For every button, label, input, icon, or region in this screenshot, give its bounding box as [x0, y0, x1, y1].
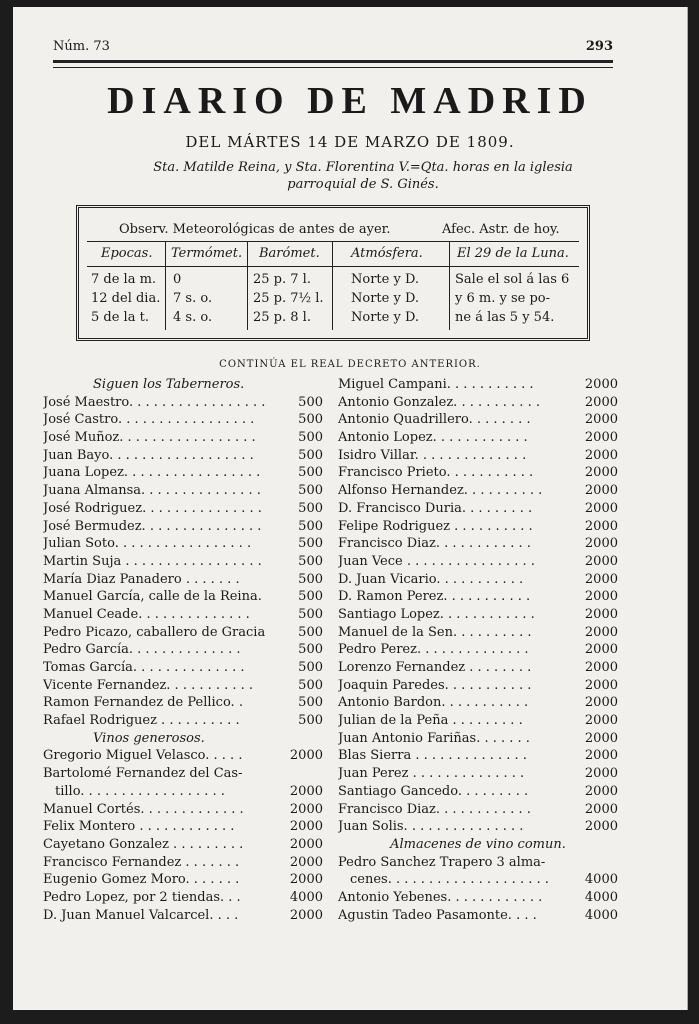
entry-amount: 2000 — [584, 624, 618, 640]
entry-name: Alfonso Hernandez. . . . . . . . . . — [338, 483, 543, 499]
list-item — [338, 588, 618, 606]
entry-amount: 500 — [298, 483, 323, 499]
list-item — [43, 641, 323, 659]
entry-amount: 500 — [298, 695, 323, 711]
entry-name: Blas Sierra . . . . . . . . . . . . . . — [338, 748, 527, 764]
entry-amount: 2000 — [584, 483, 618, 499]
entry-name: Manuel de la Sen. . . . . . . . . . — [338, 624, 532, 640]
list-item — [43, 836, 323, 854]
entry-name: Vicente Fernandez. . . . . . . . . . . — [43, 677, 254, 693]
list-item — [43, 677, 323, 695]
entry-amount: 4000 — [584, 872, 618, 888]
list-item — [43, 394, 323, 412]
entry-name: José Castro. . . . . . . . . . . . . . . . . — [43, 412, 255, 428]
entry-amount: 2000 — [584, 801, 618, 817]
entry-amount: 2000 — [289, 748, 323, 764]
entry-name: Felipe Rodriguez . . . . . . . . . . — [338, 518, 533, 534]
list-item — [338, 747, 618, 765]
entry-amount: 500 — [298, 624, 323, 640]
list-item — [338, 518, 618, 536]
entry-amount: 2000 — [584, 430, 618, 446]
entry-name: Eugenio Gomez Moro. . . . . . . — [43, 872, 240, 888]
entry-amount: 2000 — [584, 660, 618, 675]
meteo-divider — [449, 242, 450, 330]
list-item — [43, 871, 323, 889]
entry-name: Julian Soto. . . . . . . . . . . . . . . . . — [43, 536, 252, 552]
masthead-title: DIARIO DE MADRID — [107, 80, 593, 122]
entry-name: tillo. . . . . . . . . . . . . . . . . . — [55, 783, 225, 799]
entry-name: Bartolomé Fernandez del Cas- — [43, 766, 243, 782]
list-subheading — [43, 376, 323, 394]
entry-name: Miguel Campani. . . . . . . . . . . — [338, 377, 534, 392]
list-item — [43, 783, 323, 801]
list-item — [338, 730, 618, 748]
entry-amount: 2000 — [584, 589, 618, 605]
list-item — [43, 818, 323, 836]
entry-amount: 2000 — [584, 571, 618, 587]
entry-amount: 2000 — [584, 766, 618, 782]
list-item — [338, 712, 618, 730]
list-item — [43, 889, 323, 907]
entry-name: Francisco Diaz. . . . . . . . . . . . — [338, 801, 531, 817]
entry-amount: 500 — [298, 412, 323, 428]
entry-amount: 500 — [298, 713, 323, 729]
col-atmosfera: Atmósfera. — [351, 246, 423, 261]
entry-name: Pedro Perez. . . . . . . . . . . . . . — [338, 642, 529, 658]
entry-amount: 500 — [298, 553, 323, 569]
col-luna: El 29 de la Luna. — [457, 246, 569, 261]
list-item — [43, 411, 323, 429]
entry-amount: 4000 — [584, 907, 618, 923]
list-item — [338, 907, 618, 925]
list-item — [43, 482, 323, 500]
entry-name: Manuel García, calle de la Reina. — [43, 589, 262, 605]
entry-amount: 500 — [298, 447, 323, 463]
list-item — [43, 712, 323, 730]
list-item — [338, 818, 618, 836]
col-epocas: Epocas. — [101, 246, 153, 261]
entry-name: José Muñoz. . . . . . . . . . . . . . . . . — [43, 430, 256, 446]
entry-amount: 2000 — [289, 854, 323, 870]
entry-amount: 2000 — [289, 819, 323, 835]
entry-amount: 500 — [298, 394, 323, 410]
entry-amount: 2000 — [289, 783, 323, 799]
entry-name: Antonio Lopez. . . . . . . . . . . . — [338, 430, 528, 446]
meteo-atmosfera: Norte y D. Norte y D. Norte y D. — [351, 272, 420, 325]
list-item — [43, 606, 323, 624]
entry-name: Antonio Yebenes. . . . . . . . . . . . — [338, 889, 543, 905]
saints-line: Sta. Matilde Reina, y Sta. Florentina V.=Qta. horas en la iglesia parroquial de S. Ginés. — [153, 160, 573, 192]
entry-amount: 2000 — [584, 447, 618, 463]
entry-amount: 2000 — [584, 642, 618, 658]
entry-name: Francisco Prieto. . . . . . . . . . . — [338, 465, 534, 481]
list-item — [43, 429, 323, 447]
entry-name: Almacenes de vino comun. — [390, 836, 566, 852]
entry-amount: 2000 — [584, 465, 618, 481]
entry-amount: 2000 — [584, 518, 618, 534]
list-item — [338, 765, 618, 783]
entry-amount: 500 — [298, 606, 323, 622]
entry-name: Pedro García. . . . . . . . . . . . . . — [43, 642, 241, 658]
entry-name: José Maestro. . . . . . . . . . . . . . . . . — [43, 394, 266, 410]
entry-name: Felix Montero . . . . . . . . . . . . — [43, 819, 235, 835]
entry-name: Santiago Gancedo. . . . . . . . . — [338, 783, 529, 799]
entry-name: Ramon Fernandez de Pellico. . — [43, 695, 243, 711]
entry-amount: 2000 — [584, 819, 618, 835]
list-item — [338, 889, 618, 907]
meteo-luna: Sale el sol á las 6 y 6 m. y se po- ne á las 5 y 54. — [455, 272, 570, 325]
list-item — [338, 659, 618, 677]
entry-amount: 500 — [298, 500, 323, 516]
entry-name: José Bermudez. . . . . . . . . . . . . . . — [43, 518, 262, 534]
list-item — [338, 571, 618, 589]
header-rule-thin — [53, 67, 613, 68]
entry-amount: 2000 — [584, 730, 618, 746]
meteo-divider — [247, 242, 248, 330]
entry-amount: 4000 — [584, 889, 618, 905]
entry-name: Antonio Quadrillero. . . . . . . . — [338, 412, 531, 428]
meteo-barometro: 25 p. 7 l. 25 p. 7½ l. 25 p. 8 l. — [253, 272, 324, 325]
entry-name: Francisco Diaz. . . . . . . . . . . . — [338, 536, 531, 552]
entry-amount: 500 — [298, 571, 323, 587]
entry-amount: 500 — [298, 430, 323, 446]
entry-name: Juan Antonio Fariñas. . . . . . . — [338, 730, 530, 746]
entry-amount: 2000 — [584, 748, 618, 764]
entry-amount: 500 — [298, 642, 323, 658]
entry-name: Pedro Sanchez Trapero 3 alma- — [338, 854, 546, 870]
list-item — [43, 500, 323, 518]
list-item — [338, 464, 618, 482]
list-item — [43, 659, 323, 677]
meteorological-table — [76, 205, 590, 341]
list-subheading — [338, 836, 618, 854]
entry-name: Antonio Bardon. . . . . . . . . . . — [338, 695, 529, 711]
entry-name: Manuel Cortés. . . . . . . . . . . . . — [43, 801, 244, 817]
entry-name: Juana Almansa. . . . . . . . . . . . . . . — [43, 483, 261, 499]
entry-name: José Rodriguez. . . . . . . . . . . . . . . — [43, 500, 262, 516]
list-item — [43, 907, 323, 925]
issue-number: Núm. 73 — [53, 39, 110, 54]
col-barometro: Barómet. — [259, 246, 320, 261]
entry-name: Pedro Picazo, caballero de Gracia — [43, 624, 266, 640]
entry-amount: 2000 — [584, 677, 618, 693]
list-item — [338, 694, 618, 712]
entry-name: María Diaz Panadero . . . . . . . — [43, 571, 240, 587]
col-termometro: Termómet. — [171, 246, 243, 261]
entry-amount: 2000 — [584, 695, 618, 711]
entry-name: cenes. . . . . . . . . . . . . . . . . . . . — [350, 872, 549, 888]
entry-name: Manuel Ceade. . . . . . . . . . . . . . — [43, 606, 250, 622]
left-column-list — [43, 376, 323, 924]
meteo-divider — [332, 242, 333, 330]
entry-name: Santiago Lopez. . . . . . . . . . . . — [338, 606, 535, 622]
list-item — [43, 801, 323, 819]
list-item — [338, 376, 618, 394]
entry-amount: 2000 — [584, 500, 618, 516]
list-item — [43, 588, 323, 606]
list-item — [338, 482, 618, 500]
list-item — [43, 447, 323, 465]
meteo-rule — [87, 266, 579, 267]
entry-name: Antonio Gonzalez. . . . . . . . . . . — [338, 394, 540, 410]
list-item — [338, 871, 618, 889]
entry-amount: 2000 — [584, 606, 618, 622]
entry-name: Tomas García. . . . . . . . . . . . . . — [43, 660, 245, 675]
list-subheading — [43, 730, 323, 748]
entry-amount: 2000 — [289, 801, 323, 817]
meteo-heading-right: Afec. Astr. de hoy. — [442, 222, 560, 237]
entry-amount: 500 — [298, 518, 323, 534]
entry-amount: 2000 — [584, 536, 618, 552]
entry-amount: 500 — [298, 677, 323, 693]
entry-name: Juan Solis. . . . . . . . . . . . . . . — [338, 819, 524, 835]
entry-amount: 500 — [298, 589, 323, 605]
list-item — [338, 801, 618, 819]
right-column-list — [338, 376, 618, 924]
entry-name: Gregorio Miguel Velasco. . . . . — [43, 748, 243, 764]
entry-name: Vinos generosos. — [93, 730, 205, 746]
entry-amount: 2000 — [289, 872, 323, 888]
list-item — [43, 694, 323, 712]
list-item — [43, 765, 323, 783]
list-item — [43, 518, 323, 536]
list-item — [43, 624, 323, 642]
meteo-divider — [165, 242, 166, 330]
list-item — [338, 553, 618, 571]
entry-amount: 4000 — [289, 889, 323, 905]
header-rule — [53, 60, 613, 63]
entry-name: Joaquin Paredes. . . . . . . . . . . — [338, 677, 532, 693]
page-number: 293 — [585, 39, 613, 54]
list-item — [338, 624, 618, 642]
list-item — [43, 747, 323, 765]
entry-name: Juana Lopez. . . . . . . . . . . . . . . . . — [43, 465, 261, 481]
list-item — [338, 854, 618, 872]
section-heading: CONTINÚA EL REAL DECRETO ANTERIOR. — [219, 359, 481, 370]
entry-name: Juan Perez . . . . . . . . . . . . . . — [338, 766, 525, 782]
list-item — [43, 553, 323, 571]
list-item — [338, 641, 618, 659]
entry-amount: 2000 — [289, 907, 323, 923]
meteo-termometro: 0 7 s. o. 4 s. o. — [173, 272, 213, 325]
list-item — [43, 854, 323, 872]
meteo-heading-left: Observ. Meteorológicas de antes de ayer. — [119, 222, 391, 237]
entry-name: Juan Bayo. . . . . . . . . . . . . . . . . . — [43, 447, 254, 463]
entry-name: Lorenzo Fernandez . . . . . . . . — [338, 660, 532, 675]
entry-name: Francisco Fernandez . . . . . . . — [43, 854, 240, 870]
entry-amount: 500 — [298, 465, 323, 481]
entry-amount: 2000 — [584, 713, 618, 729]
list-item — [338, 447, 618, 465]
entry-name: Juan Vece . . . . . . . . . . . . . . . . — [338, 553, 535, 569]
entry-amount: 500 — [298, 536, 323, 552]
entry-name: Siguen los Taberneros. — [93, 377, 245, 392]
list-item — [338, 429, 618, 447]
entry-amount: 500 — [298, 660, 323, 675]
entry-amount: 2000 — [584, 412, 618, 428]
entry-amount: 2000 — [584, 783, 618, 799]
meteo-epocas: 7 de la m. 12 del dia. 5 de la t. — [91, 272, 161, 325]
entry-name: Cayetano Gonzalez . . . . . . . . . — [43, 836, 244, 852]
entry-name: D. Francisco Duria. . . . . . . . . — [338, 500, 533, 516]
entry-name: Rafael Rodriguez . . . . . . . . . . — [43, 713, 240, 729]
list-item — [338, 677, 618, 695]
meteo-rule — [87, 241, 579, 242]
entry-amount: 2000 — [289, 836, 323, 852]
list-item — [43, 571, 323, 589]
list-item — [338, 500, 618, 518]
entry-amount: 2000 — [584, 394, 618, 410]
entry-name: Julian de la Peña . . . . . . . . . — [338, 713, 523, 729]
entry-name: Martin Suja . . . . . . . . . . . . . . . . . — [43, 553, 262, 569]
list-item — [43, 464, 323, 482]
entry-amount: 2000 — [584, 553, 618, 569]
list-item — [338, 394, 618, 412]
newspaper-page — [13, 7, 688, 1010]
list-item — [338, 411, 618, 429]
date-line: DEL MÁRTES 14 DE MARZO DE 1809. — [185, 133, 515, 151]
list-item — [43, 535, 323, 553]
list-item — [338, 535, 618, 553]
entry-name: D. Juan Vicario. . . . . . . . . . . — [338, 571, 524, 587]
entry-name: Pedro Lopez, por 2 tiendas. . . — [43, 889, 241, 905]
entry-name: Isidro Villar. . . . . . . . . . . . . . — [338, 447, 527, 463]
entry-name: Agustin Tadeo Pasamonte. . . . — [338, 907, 537, 923]
list-item — [338, 606, 618, 624]
entry-amount: 2000 — [584, 377, 618, 392]
entry-name: D. Juan Manuel Valcarcel. . . . — [43, 907, 239, 923]
list-item — [338, 783, 618, 801]
entry-name: D. Ramon Perez. . . . . . . . . . . — [338, 589, 531, 605]
